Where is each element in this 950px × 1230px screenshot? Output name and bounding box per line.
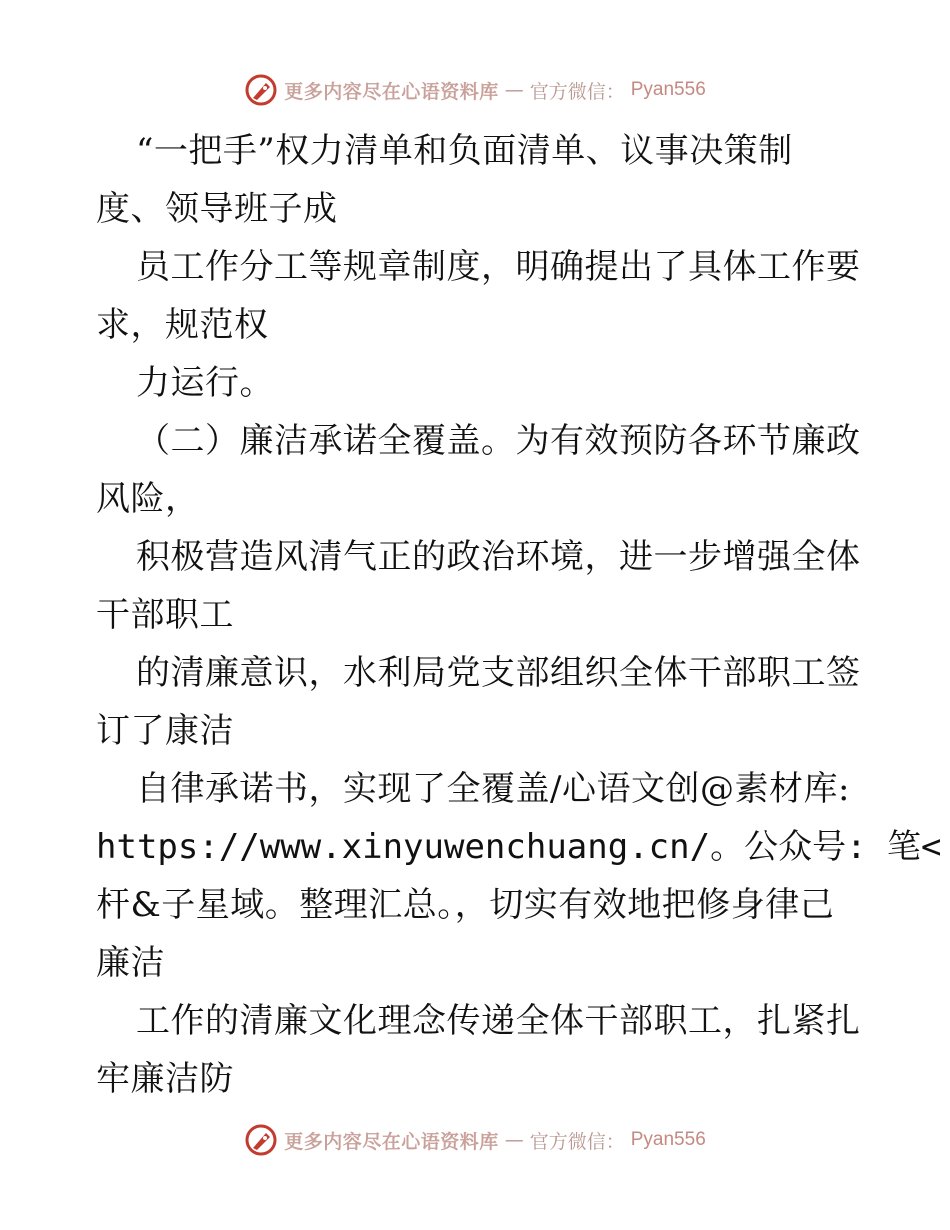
watermark-main-text: 更多内容尽在心语资料库 — [284, 80, 499, 103]
body-line: 的清廉意识，水利局党支部组织全体干部职工签 — [136, 653, 861, 693]
watermark-sub-text: 官方微信： — [529, 1130, 625, 1153]
document-body — [96, 122, 942, 1108]
header-watermark — [0, 70, 950, 110]
watermark-wechat-id: Pyan556 — [630, 1129, 706, 1150]
body-line: 积极营造风清气正的政治环境，进一步增强全体 — [136, 537, 861, 577]
body-line: 杆&子星域。整理汇总。，切实有效地把修身律己 — [96, 885, 835, 925]
footer-watermark — [0, 1120, 950, 1160]
watermark-sub-text: 官方微信： — [529, 80, 625, 103]
body-line: 订了康洁 — [96, 711, 234, 751]
watermark-main-text: 更多内容尽在心语资料库 — [284, 1130, 499, 1153]
watermark-wechat-id: Pyan556 — [630, 79, 706, 100]
body-line-url: https://www.xinyuwenchuang.cn/。公众号: 笔< — [96, 827, 942, 867]
body-line: “一把手”权力清单和负面清单、议事决策制 — [136, 131, 793, 171]
body-line: 干部职工 — [96, 595, 234, 635]
body-line: 自律承诺书，实现了全覆盖/心语文创@素材库: — [136, 769, 850, 809]
body-line: 求，规范权 — [96, 305, 269, 345]
watermark-separator: — — [504, 79, 524, 101]
body-line: 牢廉洁防 — [96, 1059, 234, 1099]
body-line: 力运行。 — [136, 363, 274, 403]
pen-nib-logo-icon — [244, 1123, 278, 1157]
watermark-separator: — — [504, 1129, 524, 1151]
section-heading-line: （二）廉洁承诺全覆盖。为有效预防各环节廉政 — [136, 421, 861, 461]
body-line: 员工作分工等规章制度，明确提出了具体工作要 — [136, 247, 861, 287]
body-line: 度、领导班子成 — [96, 189, 338, 229]
body-line: 风险， — [96, 479, 200, 519]
body-line: 廉洁 — [96, 943, 165, 983]
body-line: 工作的清廉文化理念传递全体干部职工，扎紧扎 — [136, 1001, 861, 1041]
pen-nib-logo-icon — [244, 73, 278, 107]
